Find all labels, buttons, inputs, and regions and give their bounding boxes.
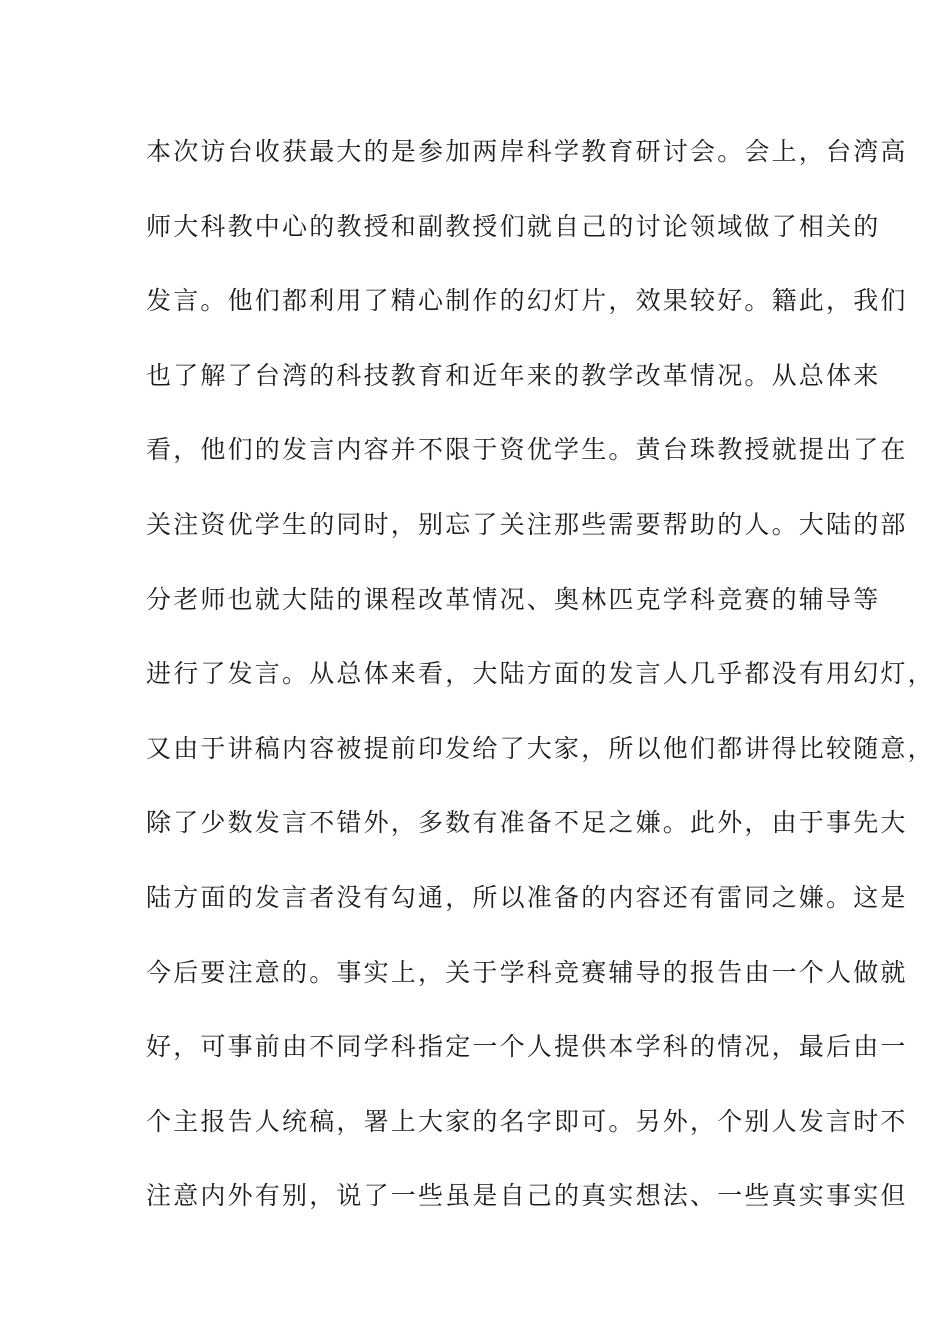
text-line-4: 也了解了台湾的科技教育和近年来的教学改革情况。从总体来: [146, 360, 881, 390]
text-line-7: 分老师也就大陆的课程改革情况、奥林匹克学科竞赛的辅导等: [146, 584, 881, 614]
text-line-12: 今后要注意的。事实上，关于学科竞赛辅导的报告由一个人做就: [146, 957, 908, 987]
text-line-6: 关注资优学生的同时，别忘了关注那些需要帮助的人。大陆的部: [146, 509, 908, 539]
text-line-13: 好，可事前由不同学科指定一个人提供本学科的情况，最后由一: [146, 1032, 908, 1062]
text-line-15: 注意内外有别，说了一些虽是自己的真实想法、一些真实事实但: [146, 1181, 908, 1211]
body-paragraph: [146, 133, 935, 1252]
text-line-2: 师大科教中心的教授和副教授们就自己的讨论领域做了相关的: [146, 211, 881, 241]
text-line-14: 个主报告人统稿，署上大家的名字即可。另外，个别人发言时不: [146, 1106, 908, 1136]
text-line-5: 看，他们的发言内容并不限于资优学生。黄台珠教授就提出了在: [146, 435, 908, 465]
text-line-3: 发言。他们都利用了精心制作的幻灯片，效果较好。籍此，我们: [146, 286, 908, 316]
text-line-8: 进行了发言。从总体来看，大陆方面的发言人几乎都没有用幻灯，: [146, 659, 935, 689]
text-line-10: 除了少数发言不错外，多数有准备不足之嫌。此外，由于事先大: [146, 808, 908, 838]
text-line-9: 又由于讲稿内容被提前印发给了大家，所以他们都讲得比较随意，: [146, 733, 935, 763]
text-line-1: 本次访台收获最大的是参加两岸科学教育研讨会。会上，台湾高: [146, 137, 908, 166]
text-line-11: 陆方面的发言者没有勾通，所以准备的内容还有雷同之嫌。这是: [146, 882, 908, 912]
